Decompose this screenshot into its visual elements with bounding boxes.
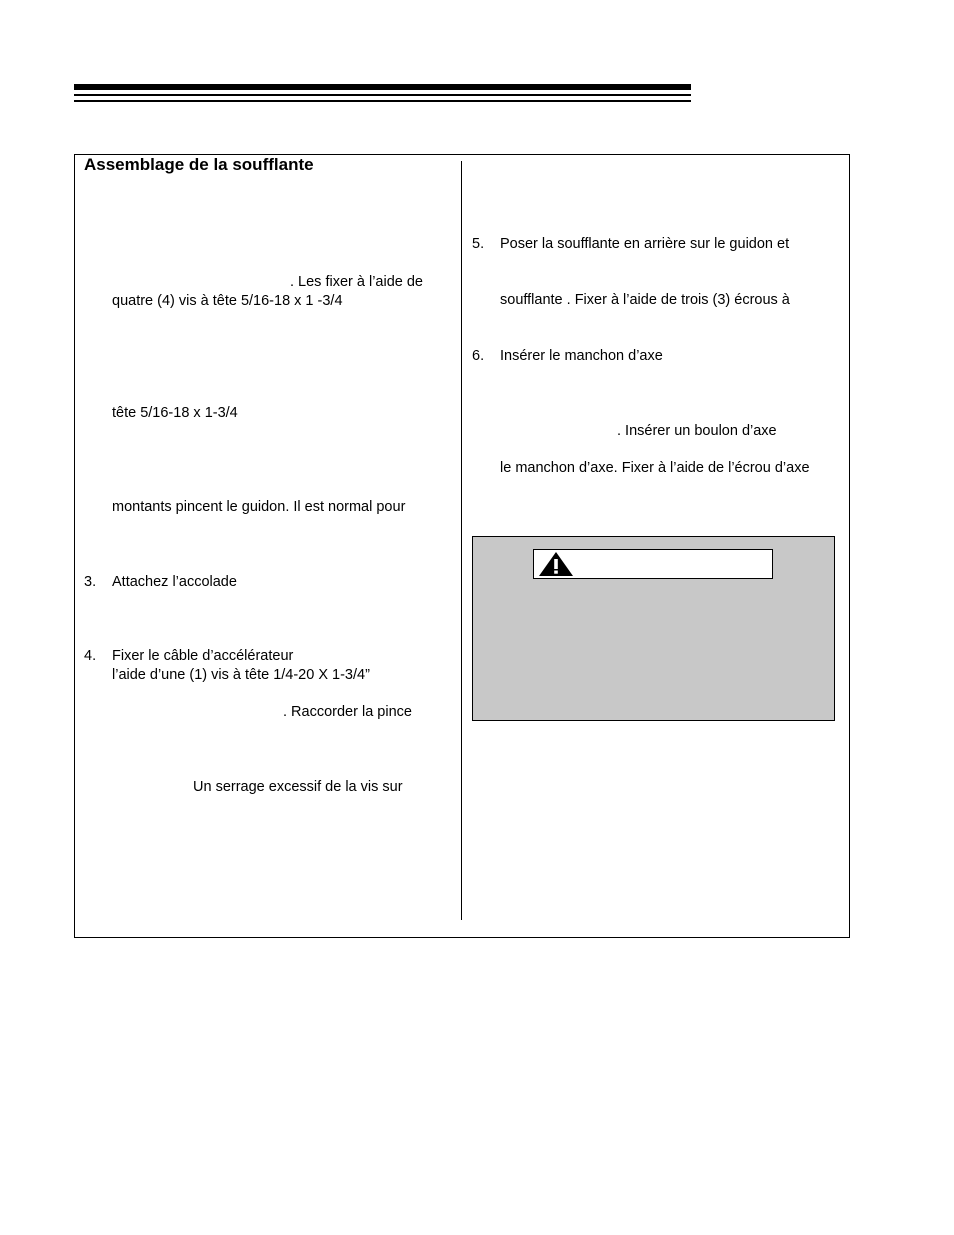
section-title: Assemblage de la soufflante — [84, 155, 314, 174]
left-text-line: Un serrage excessif de la vis sur — [193, 779, 403, 795]
header-rule-thick — [74, 84, 691, 90]
header-rule-thin — [74, 94, 691, 96]
left-text-line: tête 5/16-18 x 1-3/4 — [112, 405, 238, 421]
step-number: 4. — [84, 648, 97, 664]
left-text-line: l’aide d’une (1) vis à tête 1/4-20 X 1-3/4” — [112, 667, 370, 683]
step-text: Fixer le câble d’accélérateur — [112, 648, 294, 664]
step-text: Poser la soufflante en arrière sur le guidon et — [500, 236, 790, 252]
step-text: Attachez l’accolade — [112, 574, 237, 590]
left-text-line: . Raccorder la pince — [283, 704, 412, 720]
step-number: 6. — [472, 348, 485, 364]
right-text-line: le manchon d’axe. Fixer à l’aide de l’écrou d’axe — [500, 460, 810, 476]
header-rule-thin — [74, 100, 691, 102]
step-text: Insérer le manchon d’axe — [500, 348, 663, 364]
warning-triangle-icon — [537, 551, 575, 577]
step-number: 5. — [472, 236, 485, 252]
right-text-line: . Insérer un boulon d’axe — [617, 423, 777, 439]
left-text-line: . Les fixer à l’aide de — [290, 274, 423, 290]
left-text-line: montants pincent le guidon. Il est normal pour — [112, 499, 406, 515]
step-number: 3. — [84, 574, 97, 590]
left-text-line: quatre (4) vis à tête 5/16-18 x 1 -3/4 — [112, 293, 343, 309]
column-divider — [461, 161, 462, 920]
right-text-line: soufflante . Fixer à l’aide de trois (3) écrous à — [500, 292, 790, 308]
